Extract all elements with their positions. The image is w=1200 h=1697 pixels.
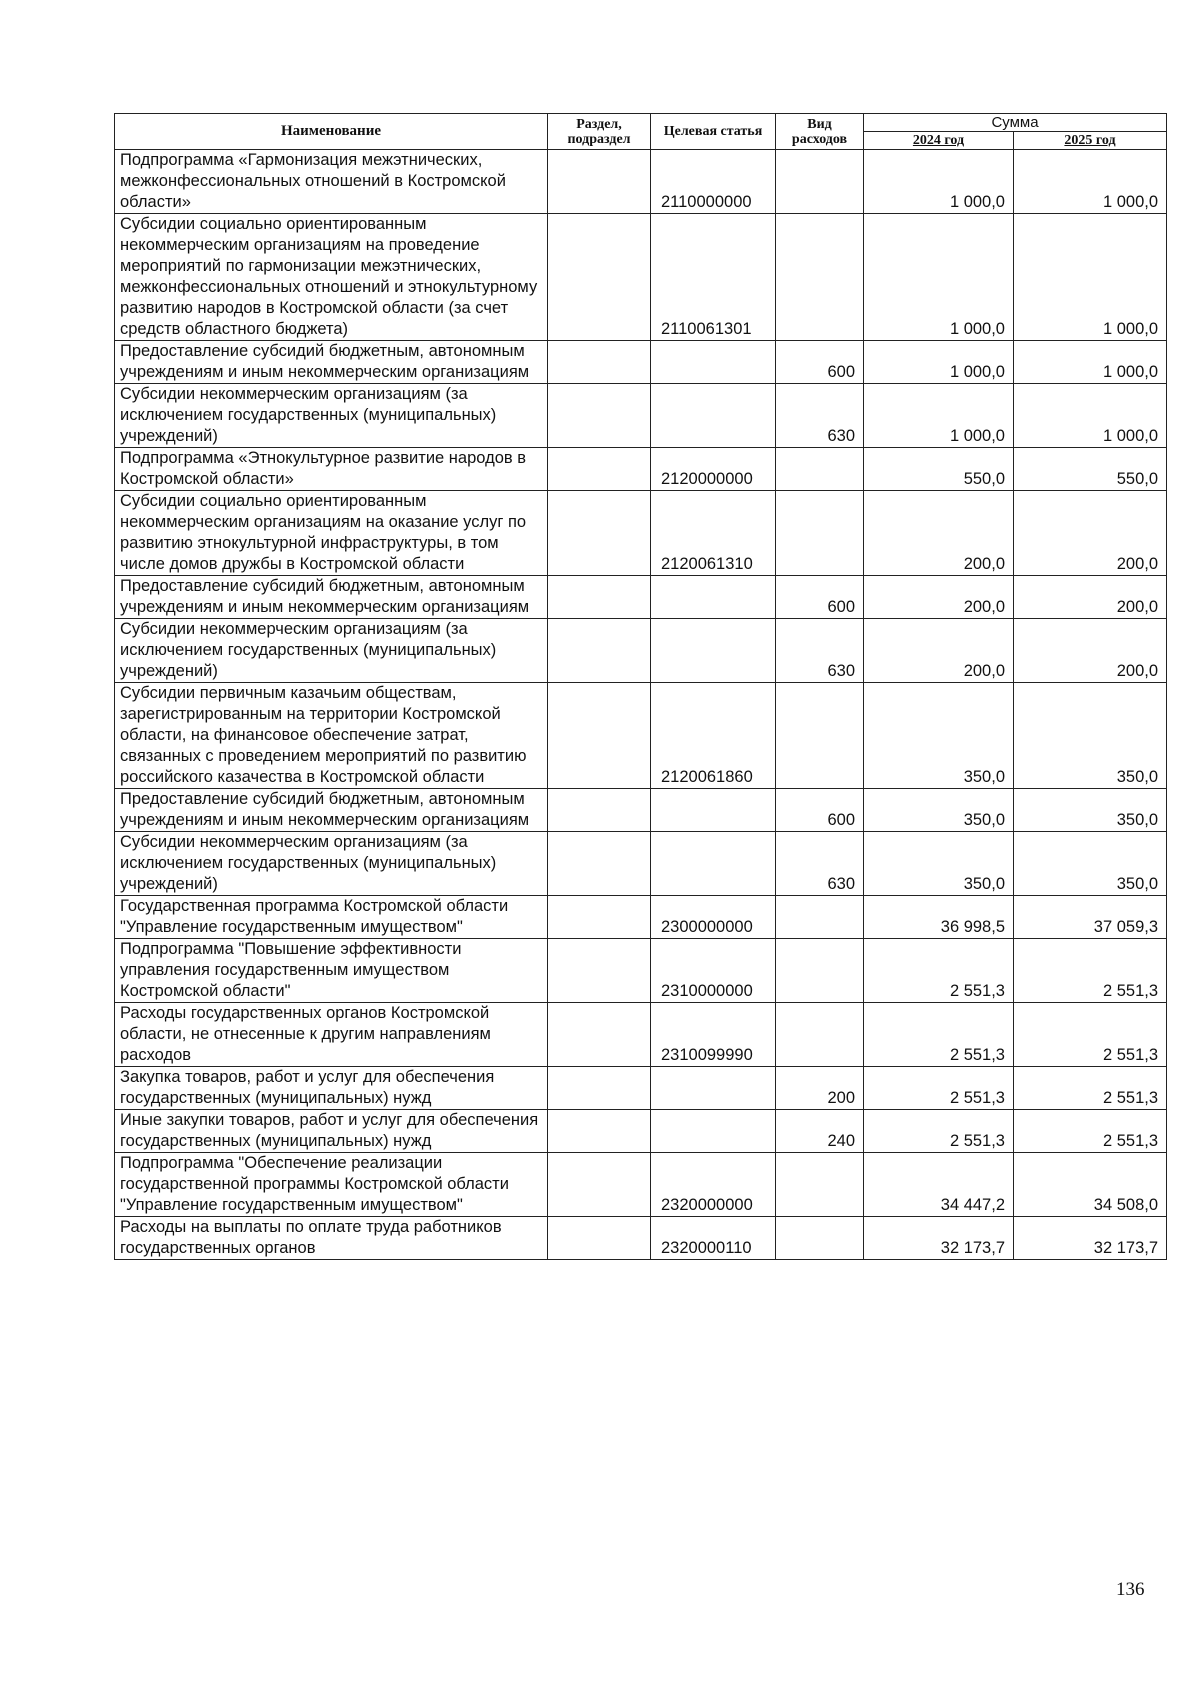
- cell-name: Закупка товаров, работ и услуг для обеспечения государственных (муниципальных) нужд: [115, 1067, 548, 1110]
- cell-razdel: [548, 1003, 651, 1067]
- table-row: [115, 341, 1167, 384]
- cell-vid: [776, 1153, 864, 1217]
- table-row: [115, 1217, 1167, 1260]
- cell-name: Подпрограмма "Обеспечение реализации государственной программы Костромской области "Управление государственным имуществом": [115, 1153, 548, 1217]
- cell-celevaya: 2310000000: [651, 939, 776, 1003]
- cell-sum-2024: 200,0: [864, 576, 1014, 619]
- cell-name: Подпрограмма «Гармонизация межэтнических, межконфессиональных отношений в Костромской области»: [115, 150, 548, 214]
- cell-sum-2024: 36 998,5: [864, 896, 1014, 939]
- cell-celevaya: 2300000000: [651, 896, 776, 939]
- table-row: [115, 150, 1167, 214]
- cell-sum-2025: 37 059,3: [1014, 896, 1167, 939]
- cell-sum-2024: 200,0: [864, 491, 1014, 576]
- cell-razdel: [548, 1153, 651, 1217]
- table-row: [115, 1110, 1167, 1153]
- cell-vid: 630: [776, 619, 864, 683]
- cell-razdel: [548, 384, 651, 448]
- cell-sum-2025: 1 000,0: [1014, 341, 1167, 384]
- cell-sum-2024: 350,0: [864, 683, 1014, 789]
- cell-sum-2024: 32 173,7: [864, 1217, 1014, 1260]
- cell-vid: [776, 491, 864, 576]
- cell-sum-2024: 2 551,3: [864, 939, 1014, 1003]
- cell-name: Расходы государственных органов Костромской области, не отнесенные к другим направлениям расходов: [115, 1003, 548, 1067]
- table-row: [115, 1003, 1167, 1067]
- cell-sum-2025: 550,0: [1014, 448, 1167, 491]
- cell-name: Предоставление субсидий бюджетным, автономным учреждениям и иным некоммерческим организациям: [115, 576, 548, 619]
- cell-vid: 630: [776, 384, 864, 448]
- cell-vid: 240: [776, 1110, 864, 1153]
- cell-sum-2025: 200,0: [1014, 619, 1167, 683]
- cell-sum-2025: 350,0: [1014, 832, 1167, 896]
- cell-razdel: [548, 576, 651, 619]
- cell-name: Подпрограмма "Повышение эффективности управления государственным имуществом Костромской области": [115, 939, 548, 1003]
- cell-sum-2025: 1 000,0: [1014, 150, 1167, 214]
- cell-razdel: [548, 214, 651, 341]
- table-row: [115, 789, 1167, 832]
- cell-razdel: [548, 683, 651, 789]
- cell-razdel: [548, 1067, 651, 1110]
- cell-sum-2024: 1 000,0: [864, 384, 1014, 448]
- table-row: [115, 939, 1167, 1003]
- table-row: [115, 384, 1167, 448]
- cell-vid: [776, 214, 864, 341]
- cell-vid: [776, 683, 864, 789]
- cell-razdel: [548, 896, 651, 939]
- table-row: [115, 896, 1167, 939]
- cell-sum-2024: 2 551,3: [864, 1003, 1014, 1067]
- cell-vid: [776, 939, 864, 1003]
- cell-razdel: [548, 1110, 651, 1153]
- cell-celevaya: [651, 576, 776, 619]
- cell-razdel: [548, 619, 651, 683]
- cell-celevaya: 2120061860: [651, 683, 776, 789]
- cell-celevaya: [651, 1110, 776, 1153]
- cell-vid: 630: [776, 832, 864, 896]
- cell-razdel: [548, 448, 651, 491]
- cell-sum-2024: 350,0: [864, 832, 1014, 896]
- cell-name: Субсидии некоммерческим организациям (за исключением государственных (муниципальных) учреждений): [115, 619, 548, 683]
- cell-name: Расходы на выплаты по оплате труда работников государственных органов: [115, 1217, 548, 1260]
- cell-celevaya: 2110000000: [651, 150, 776, 214]
- cell-sum-2025: 2 551,3: [1014, 1110, 1167, 1153]
- cell-sum-2025: 200,0: [1014, 576, 1167, 619]
- cell-celevaya: [651, 1067, 776, 1110]
- cell-sum-2024: 2 551,3: [864, 1067, 1014, 1110]
- cell-celevaya: [651, 384, 776, 448]
- header-razdel: Раздел, подраздел: [548, 114, 651, 150]
- header-celevaya: Целевая статья: [651, 114, 776, 150]
- cell-sum-2025: 1 000,0: [1014, 214, 1167, 341]
- header-row-top: [115, 114, 1167, 132]
- cell-sum-2024: 1 000,0: [864, 214, 1014, 341]
- cell-celevaya: [651, 341, 776, 384]
- cell-razdel: [548, 491, 651, 576]
- cell-vid: [776, 150, 864, 214]
- cell-sum-2025: 2 551,3: [1014, 1003, 1167, 1067]
- cell-sum-2025: 350,0: [1014, 789, 1167, 832]
- header-name: Наименование: [115, 114, 548, 150]
- cell-name: Субсидии социально ориентированным некоммерческим организациям на проведение мероприятий по гармонизации межэтнических, межконфессиональных отношений и этнокультурному развитию народов в Костромской области (за счет средств областного бюджета): [115, 214, 548, 341]
- header-vid: Вид расходов: [776, 114, 864, 150]
- table-header: [115, 114, 1167, 150]
- cell-razdel: [548, 789, 651, 832]
- cell-name: Предоставление субсидий бюджетным, автономным учреждениям и иным некоммерческим организациям: [115, 789, 548, 832]
- cell-name: Субсидии некоммерческим организациям (за исключением государственных (муниципальных) учреждений): [115, 384, 548, 448]
- page-number: 136: [1116, 1579, 1145, 1600]
- cell-celevaya: 2120000000: [651, 448, 776, 491]
- header-year-2024: 2024 год: [864, 132, 1014, 150]
- cell-razdel: [548, 341, 651, 384]
- table-row: [115, 1067, 1167, 1110]
- cell-celevaya: 2320000000: [651, 1153, 776, 1217]
- cell-sum-2025: 1 000,0: [1014, 384, 1167, 448]
- cell-celevaya: [651, 832, 776, 896]
- cell-name: Государственная программа Костромской области "Управление государственным имуществом": [115, 896, 548, 939]
- cell-sum-2024: 1 000,0: [864, 341, 1014, 384]
- cell-sum-2024: 200,0: [864, 619, 1014, 683]
- table-row: [115, 683, 1167, 789]
- cell-name: Подпрограмма «Этнокультурное развитие народов в Костромской области»: [115, 448, 548, 491]
- cell-name: Иные закупки товаров, работ и услуг для обеспечения государственных (муниципальных) нужд: [115, 1110, 548, 1153]
- cell-celevaya: 2120061310: [651, 491, 776, 576]
- cell-vid: 600: [776, 789, 864, 832]
- cell-name: Субсидии некоммерческим организациям (за исключением государственных (муниципальных) учреждений): [115, 832, 548, 896]
- cell-sum-2025: 200,0: [1014, 491, 1167, 576]
- cell-razdel: [548, 150, 651, 214]
- table-row: [115, 448, 1167, 491]
- table-row: [115, 576, 1167, 619]
- cell-sum-2024: 2 551,3: [864, 1110, 1014, 1153]
- cell-vid: 600: [776, 341, 864, 384]
- cell-name: Предоставление субсидий бюджетным, автономным учреждениям и иным некоммерческим организациям: [115, 341, 548, 384]
- table-body: [115, 150, 1167, 1260]
- table-row: [115, 832, 1167, 896]
- cell-vid: [776, 448, 864, 491]
- cell-name: Субсидии социально ориентированным некоммерческим организациям на оказание услуг по развитию этнокультурной инфраструктуры, в том числе домов дружбы в Костромской области: [115, 491, 548, 576]
- cell-sum-2024: 550,0: [864, 448, 1014, 491]
- cell-vid: [776, 1003, 864, 1067]
- header-year-2025: 2025 год: [1014, 132, 1167, 150]
- cell-sum-2025: 2 551,3: [1014, 939, 1167, 1003]
- cell-vid: [776, 1217, 864, 1260]
- header-summa: Сумма: [864, 114, 1167, 132]
- cell-celevaya: [651, 789, 776, 832]
- cell-celevaya: 2320000110: [651, 1217, 776, 1260]
- table-row: [115, 619, 1167, 683]
- table-row: [115, 1153, 1167, 1217]
- cell-celevaya: 2310099990: [651, 1003, 776, 1067]
- cell-celevaya: 2110061301: [651, 214, 776, 341]
- cell-celevaya: [651, 619, 776, 683]
- cell-razdel: [548, 939, 651, 1003]
- cell-vid: [776, 896, 864, 939]
- budget-table: [114, 113, 1167, 1260]
- cell-sum-2025: 350,0: [1014, 683, 1167, 789]
- cell-razdel: [548, 1217, 651, 1260]
- cell-vid: 600: [776, 576, 864, 619]
- cell-razdel: [548, 832, 651, 896]
- cell-sum-2024: 350,0: [864, 789, 1014, 832]
- cell-sum-2025: 32 173,7: [1014, 1217, 1167, 1260]
- table-row: [115, 214, 1167, 341]
- cell-name: Субсидии первичным казачьим обществам, зарегистрированным на территории Костромской области, на финансовое обеспечение затрат, связанных с проведением мероприятий по развитию российского казачества в Костромской области: [115, 683, 548, 789]
- table-row: [115, 491, 1167, 576]
- cell-sum-2025: 34 508,0: [1014, 1153, 1167, 1217]
- cell-sum-2025: 2 551,3: [1014, 1067, 1167, 1110]
- cell-sum-2024: 34 447,2: [864, 1153, 1014, 1217]
- cell-sum-2024: 1 000,0: [864, 150, 1014, 214]
- cell-vid: 200: [776, 1067, 864, 1110]
